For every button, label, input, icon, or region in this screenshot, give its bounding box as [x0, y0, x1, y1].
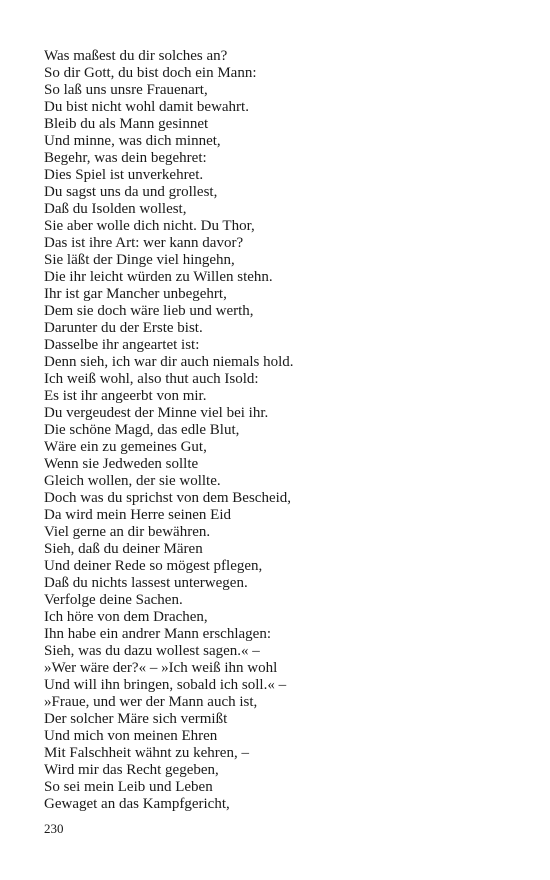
poem-line: Du vergeudest der Minne viel bei ihr. [44, 405, 269, 421]
poem-line: »Wer wäre der?« – »Ich weiß ihn wohl [44, 660, 278, 676]
poem-line: Und deiner Rede so mögest pflegen, [44, 558, 263, 574]
poem-line: Die ihr leicht würden zu Willen stehn. [44, 269, 273, 285]
poem-line: Dasselbe ihr angeartet ist: [44, 337, 200, 353]
poem-line: Es ist ihr angeerbt von mir. [44, 388, 207, 404]
poem-line: Daß du nichts lassest unterwegen. [44, 575, 248, 591]
poem-line: Ihn habe ein andrer Mann erschlagen: [44, 626, 271, 642]
poem-line: Wenn sie Jedweden sollte [44, 456, 199, 472]
poem-line: Sieh, was du dazu wollest sagen.« – [44, 643, 260, 659]
poem-line: Mit Falschheit wähnt zu kehren, – [44, 745, 249, 761]
poem-line: Der solcher Märe sich vermißt [44, 711, 228, 727]
poem-line: Verfolge deine Sachen. [44, 592, 183, 608]
poem-line: Was maßest du dir solches an? [44, 48, 228, 64]
poem-line: Viel gerne an dir bewähren. [44, 524, 211, 540]
page-number: 230 [44, 821, 64, 836]
poem-line: Wäre ein zu gemeines Gut, [44, 439, 207, 455]
poem-line: Du bist nicht wohl damit bewahrt. [44, 99, 249, 115]
poem-line: Begehr, was dein begehret: [44, 150, 207, 166]
poem-line: Und minne, was dich minnet, [44, 133, 221, 149]
poem-line: Ihr ist gar Mancher unbegehrt, [44, 286, 227, 302]
poem-text [44, 48, 524, 813]
poem-line: Und will ihn bringen, sobald ich soll.« – [44, 677, 287, 693]
poem-line: Sieh, daß du deiner Mären [44, 541, 203, 557]
poem-line: Und mich von meinen Ehren [44, 728, 218, 744]
poem-line: Die schöne Magd, das edle Blut, [44, 422, 240, 438]
poem-line: Doch was du sprichst von dem Bescheid, [44, 490, 292, 506]
poem-line: Sie aber wolle dich nicht. Du Thor, [44, 218, 255, 234]
poem-line: So dir Gott, du bist doch ein Mann: [44, 65, 257, 81]
poem-line: Sie läßt der Dinge viel hingehn, [44, 252, 235, 268]
poem-line: Gewaget an das Kampfgericht, [44, 796, 230, 812]
poem-line: Dem sie doch wäre lieb und werth, [44, 303, 254, 319]
poem-line: Da wird mein Herre seinen Eid [44, 507, 232, 523]
poem-line: Ich weiß wohl, also thut auch Isold: [44, 371, 259, 387]
poem-line: Gleich wollen, der sie wollte. [44, 473, 221, 489]
poem-line: Darunter du der Erste bist. [44, 320, 203, 336]
poem-line: Wird mir das Recht gegeben, [44, 762, 219, 778]
poem-line: Das ist ihre Art: wer kann davor? [44, 235, 244, 251]
poem-line: Daß du Isolden wollest, [44, 201, 187, 217]
poem-line: Bleib du als Mann gesinnet [44, 116, 209, 132]
poem-line: »Fraue, und wer der Mann auch ist, [44, 694, 258, 710]
poem-line: So sei mein Leib und Leben [44, 779, 213, 795]
poem-line: So laß uns unsre Frauenart, [44, 82, 208, 98]
poem-line: Ich höre von dem Drachen, [44, 609, 208, 625]
poem-line: Dies Spiel ist unverkehret. [44, 167, 204, 183]
poem-line: Du sagst uns da und grollest, [44, 184, 218, 200]
poem-line: Denn sieh, ich war dir auch niemals hold. [44, 354, 294, 370]
